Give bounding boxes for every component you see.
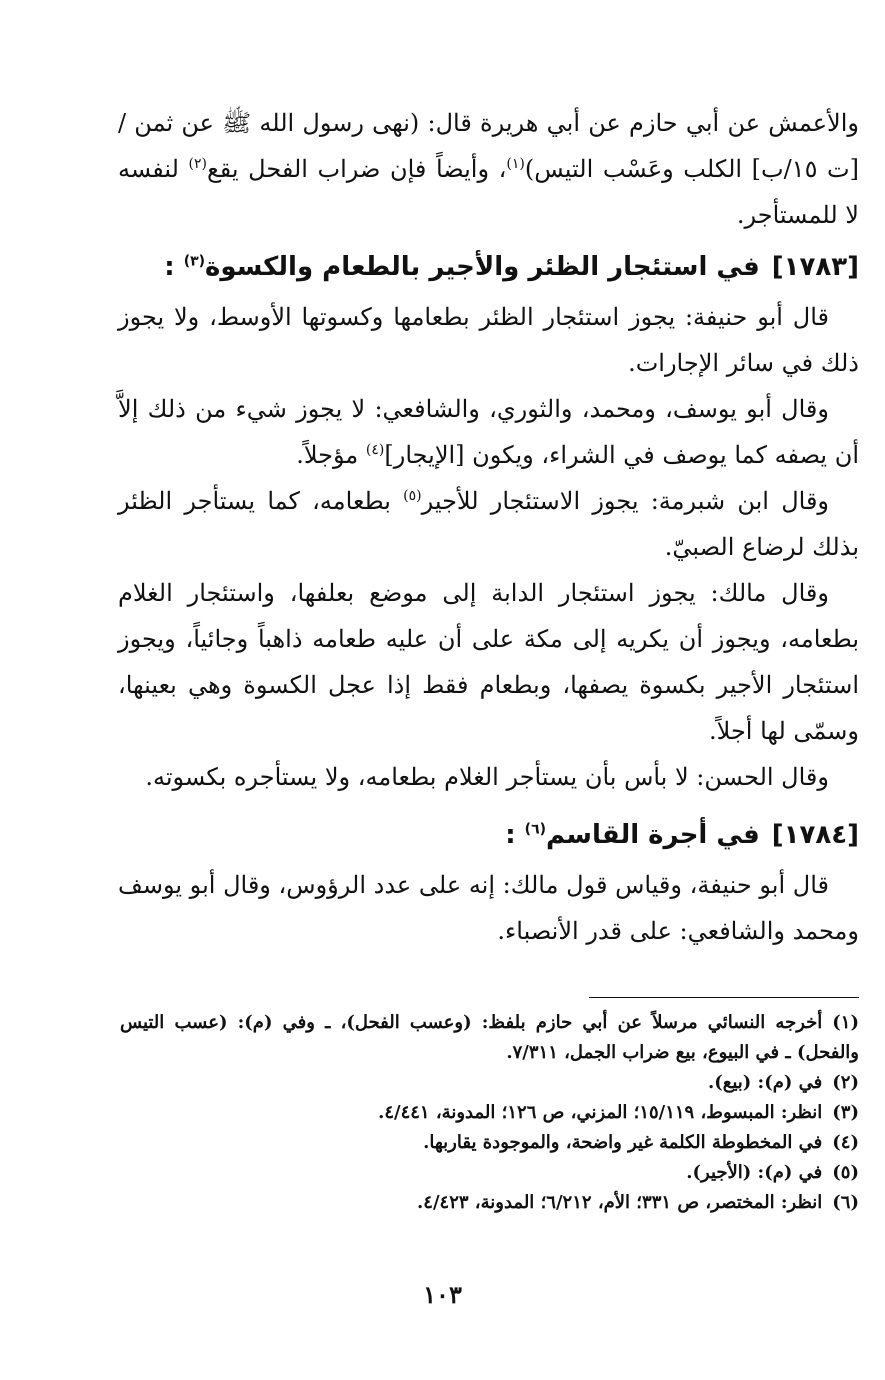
- section-title: في استئجار الظئر والأجير بالطعام والكسوة: [205, 252, 760, 282]
- footnote-6: [120, 1188, 859, 1218]
- footnote-ref[interactable]: (٤): [365, 442, 385, 458]
- footnote-number: (٢): [832, 1072, 859, 1093]
- intro-text: والأعمش عن أبي حازم عن أبي هريرة قال: (نهى رسول الله ﷺ عن ثمن / [ت ١٥/ب] الكلب وعَسْب التيس): [118, 109, 859, 183]
- footnote-text: انظر: المبسوط، ١٥/١١٩؛ المزني، ص ١٢٦؛ المدونة، ٤/٤٤١.: [378, 1102, 823, 1123]
- section-number: [١٧٨٣]: [771, 252, 859, 282]
- footnote-5: [120, 1158, 859, 1188]
- page-number: ١٠٣: [423, 1280, 462, 1309]
- paragraph-malik: وقال مالك: يجوز استئجار الدابة إلى موضع بعلفها، واستئجار الغلام بطعامه، ويجوز أن يكريه إلى مكة على أن عليه طعامه ذاهباً وجائياً، ويجوز استئجار الأجير بكسوة يصفها، وبطعام فقط إذا عجل الكسوة وهي بعينها، وسمّى لها أجلاً.: [118, 579, 859, 745]
- footnote-2: [120, 1068, 859, 1098]
- footnote-ref[interactable]: (٣): [183, 253, 206, 270]
- footnote-ref[interactable]: (١): [506, 156, 525, 172]
- intro-end: لنفسه لا للمستأجر.: [118, 155, 859, 229]
- paragraph-qasim: قال أبو حنيفة، وقياس قول مالك: إنه على عدد الرؤوس، وقال أبو يوسف ومحمد والشافعي: على قدر الأنصباء.: [118, 871, 859, 945]
- footnote-text: في (م): (بيع).: [707, 1072, 823, 1093]
- footnote-ref[interactable]: (٢): [188, 156, 208, 172]
- footnote-text: أخرجه النسائي مرسلاً عن أبي حازم بلفظ: (وعسب الفحل)، ـ وفي (م): (عسب التيس والفحل) ـ في البيوع، بيع ضراب الجمل، ٧/٣١١.: [120, 1012, 859, 1063]
- section-number: [١٧٨٤]: [771, 820, 859, 850]
- paragraph-text: بطعامه، كما يستأجر الظئر بذلك لرضاع الصبيّ.: [118, 487, 859, 561]
- paragraph-ibn-shubruma: [118, 478, 859, 570]
- footnote-separator: [589, 997, 859, 998]
- paragraph-hasan: وقال الحسن: لا بأس بأن يستأجر الغلام بطعامه، ولا يستأجره بكسوته.: [145, 763, 829, 791]
- footnote-ref[interactable]: (٦): [524, 821, 547, 838]
- footnote-ref[interactable]: (٥): [403, 488, 422, 504]
- footnote-text: في المخطوطة الكلمة غير واضحة، والموجودة يقاربها.: [423, 1132, 823, 1153]
- footnote-number: (١): [832, 1012, 859, 1033]
- footnote-1: [120, 1008, 859, 1068]
- intro-paragraph: [118, 100, 859, 238]
- heading-colon: :: [505, 820, 516, 850]
- paragraph-text: وقال ابن شبرمة: يجوز الاستئجار للأجير: [421, 487, 830, 515]
- heading-colon: :: [164, 252, 175, 282]
- section-title: في أجرة القاسم: [546, 820, 760, 850]
- footnote-4: [120, 1128, 859, 1158]
- footnote-number: (٤): [832, 1132, 859, 1153]
- paragraph-text: وقال أبو يوسف، ومحمد، والثوري، والشافعي: لا يجوز شيء من ذلك إلاَّ أن يصفه كما يوصف في الشراء، ويكون [الإيجار]: [118, 395, 859, 469]
- footnote-number: (٥): [832, 1162, 859, 1183]
- footnote-number: (٣): [832, 1102, 859, 1123]
- section-heading-1783: [118, 242, 859, 292]
- paragraph-abu-hanifa: قال أبو حنيفة: يجوز استئجار الظئر بطعامها وكسوتها الأوسط، ولا يجوز ذلك في سائر الإجارات.: [118, 303, 859, 377]
- footnote-text: انظر: المختصر، ص ٣٣١؛ الأم، ٦/٢١٢؛ المدونة، ٤/٤٢٣.: [417, 1192, 823, 1213]
- main-text: [118, 100, 859, 954]
- intro-tail: ، وأيضاً فإن ضراب الفحل يقع: [207, 155, 507, 183]
- footnotes: [120, 985, 859, 1218]
- footnote-text: في (م): (الأجير).: [686, 1162, 823, 1183]
- section-heading-1784: [118, 810, 859, 860]
- paragraph-abu-yusuf: [118, 386, 859, 478]
- footnote-number: (٦): [832, 1192, 859, 1213]
- footnote-3: [120, 1098, 859, 1128]
- paragraph-text: مؤجلاً.: [296, 441, 366, 469]
